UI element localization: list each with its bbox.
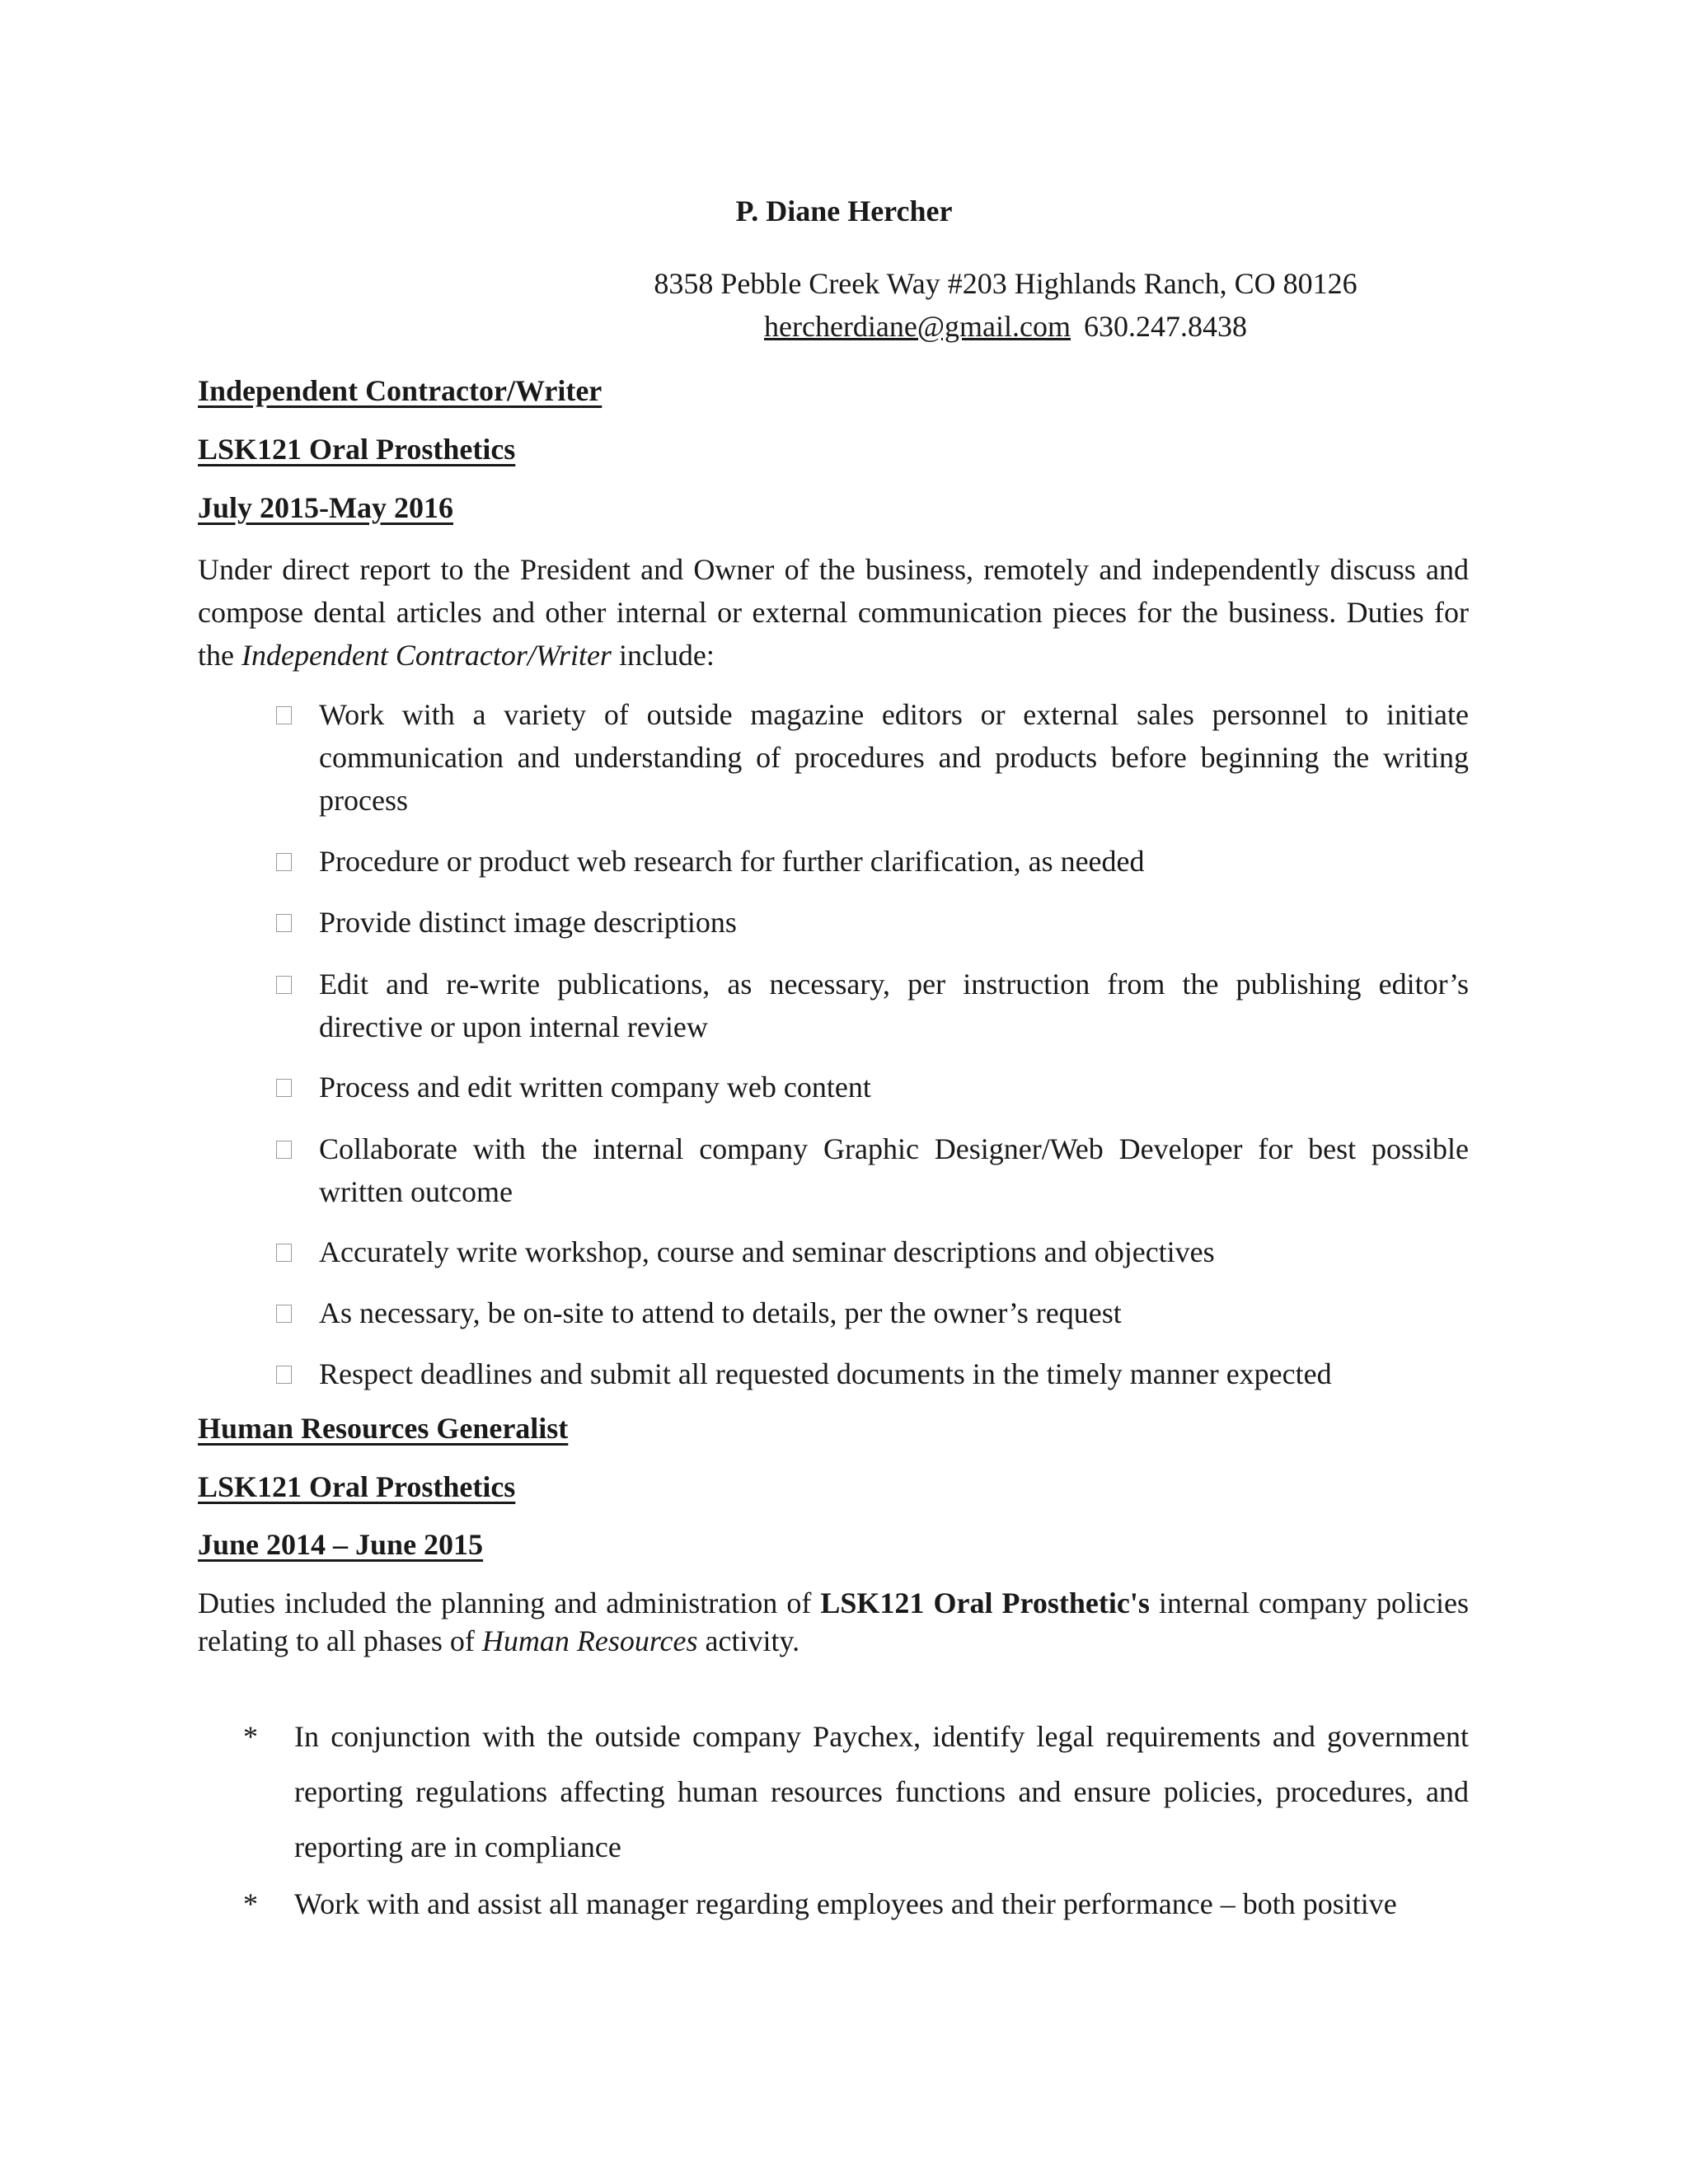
resume-name: P. Diane Hercher (735, 194, 953, 227)
checkbox-bullet-icon (276, 914, 292, 932)
job2-intro-end: activity. (697, 1624, 800, 1657)
checkbox-bullet-icon (276, 1141, 292, 1159)
bullet-text: Edit and re-write publications, as necessary, per instruction from the publishing editor’s directive or upon internal review (319, 968, 1469, 1043)
job1-intro (198, 548, 1469, 677)
bullet-text: Respect deadlines and submit all requested documents in the timely manner expected (319, 1357, 1332, 1390)
bullet-text: Work with a variety of outside magazine editors or external sales personnel to initiate communication and understanding of procedures and products before beginning the writing process (319, 698, 1469, 817)
job1-bullet (276, 963, 1469, 1048)
job2-bullet (243, 1877, 1469, 1932)
job2-bullet (243, 1709, 1469, 1875)
job1-intro-italic: Independent Contractor/Writer (241, 639, 612, 672)
job1-company: LSK121 Oral Prosthetics (198, 433, 516, 466)
job1-dates: July 2015-May 2016 (198, 491, 453, 524)
bullet-text: As necessary, be on-site to attend to details, per the owner’s request (319, 1296, 1122, 1329)
job1-bullet (276, 1066, 1469, 1108)
job2-title: Human Resources Generalist (198, 1412, 569, 1445)
job1-bullet (276, 1291, 1469, 1334)
bullet-text: Accurately write workshop, course and seminar descriptions and objectives (319, 1235, 1215, 1268)
bullet-text: In conjunction with the outside company Paychex, identify legal requirements and government reporting regulations affecting human resources functions and ensure policies, procedures, and reporting are in compliance (294, 1720, 1469, 1863)
job2-intro-middle: internal company policies relating to all phases of (198, 1586, 1469, 1657)
bullet-text: Procedure or product web research for further clarification, as needed (319, 845, 1145, 878)
job2-intro-text: Duties included the planning and administration of (198, 1586, 821, 1619)
job1-title: Independent Contractor/Writer (198, 374, 603, 407)
checkbox-bullet-icon (276, 976, 292, 994)
phone-number: 630.247.8438 (1084, 310, 1247, 343)
job2-company: LSK121 Oral Prosthetics (198, 1470, 516, 1503)
job1-bullet (276, 693, 1469, 822)
checkbox-bullet-icon (276, 1244, 292, 1262)
job1-bullet (276, 1352, 1469, 1395)
job2-intro-italic: Human Resources (481, 1624, 698, 1657)
asterisk-bullet-icon: * (243, 1887, 258, 1920)
job1-intro-end: include: (611, 639, 715, 672)
checkbox-bullet-icon (276, 1305, 292, 1323)
checkbox-bullet-icon (276, 1366, 292, 1384)
asterisk-bullet-icon: * (243, 1720, 258, 1753)
job1-bullet (276, 840, 1469, 883)
job2-intro (198, 1584, 1469, 1660)
job2-intro-bold: LSK121 Oral Prosthetic's (820, 1586, 1150, 1619)
checkbox-bullet-icon (276, 1079, 292, 1097)
email-link[interactable]: hercherdiane@gmail.com (764, 310, 1071, 343)
checkbox-bullet-icon (276, 706, 292, 724)
contact-line (478, 305, 1533, 348)
checkbox-bullet-icon (276, 853, 292, 871)
job2-dates: June 2014 – June 2015 (198, 1528, 484, 1561)
bullet-text: Provide distinct image descriptions (319, 906, 737, 939)
contact-address: 8358 Pebble Creek Way #203 Highlands Ranch, CO 80126 (654, 267, 1357, 300)
job1-bullet (276, 901, 1469, 944)
job1-bullet (276, 1127, 1469, 1213)
bullet-text: Process and edit written company web content (319, 1071, 871, 1104)
job1-bullet (276, 1230, 1469, 1273)
job1-intro-text: Under direct report to the President and Owner of the business, remotely and independently discuss and compose dental articles and other internal or external communication pieces for the business. Duties for the (198, 553, 1469, 672)
bullet-text: Collaborate with the internal company Graphic Designer/Web Developer for best possible written outcome (319, 1132, 1469, 1208)
bullet-text: Work with and assist all manager regarding employees and their performance – both positive (294, 1887, 1397, 1920)
